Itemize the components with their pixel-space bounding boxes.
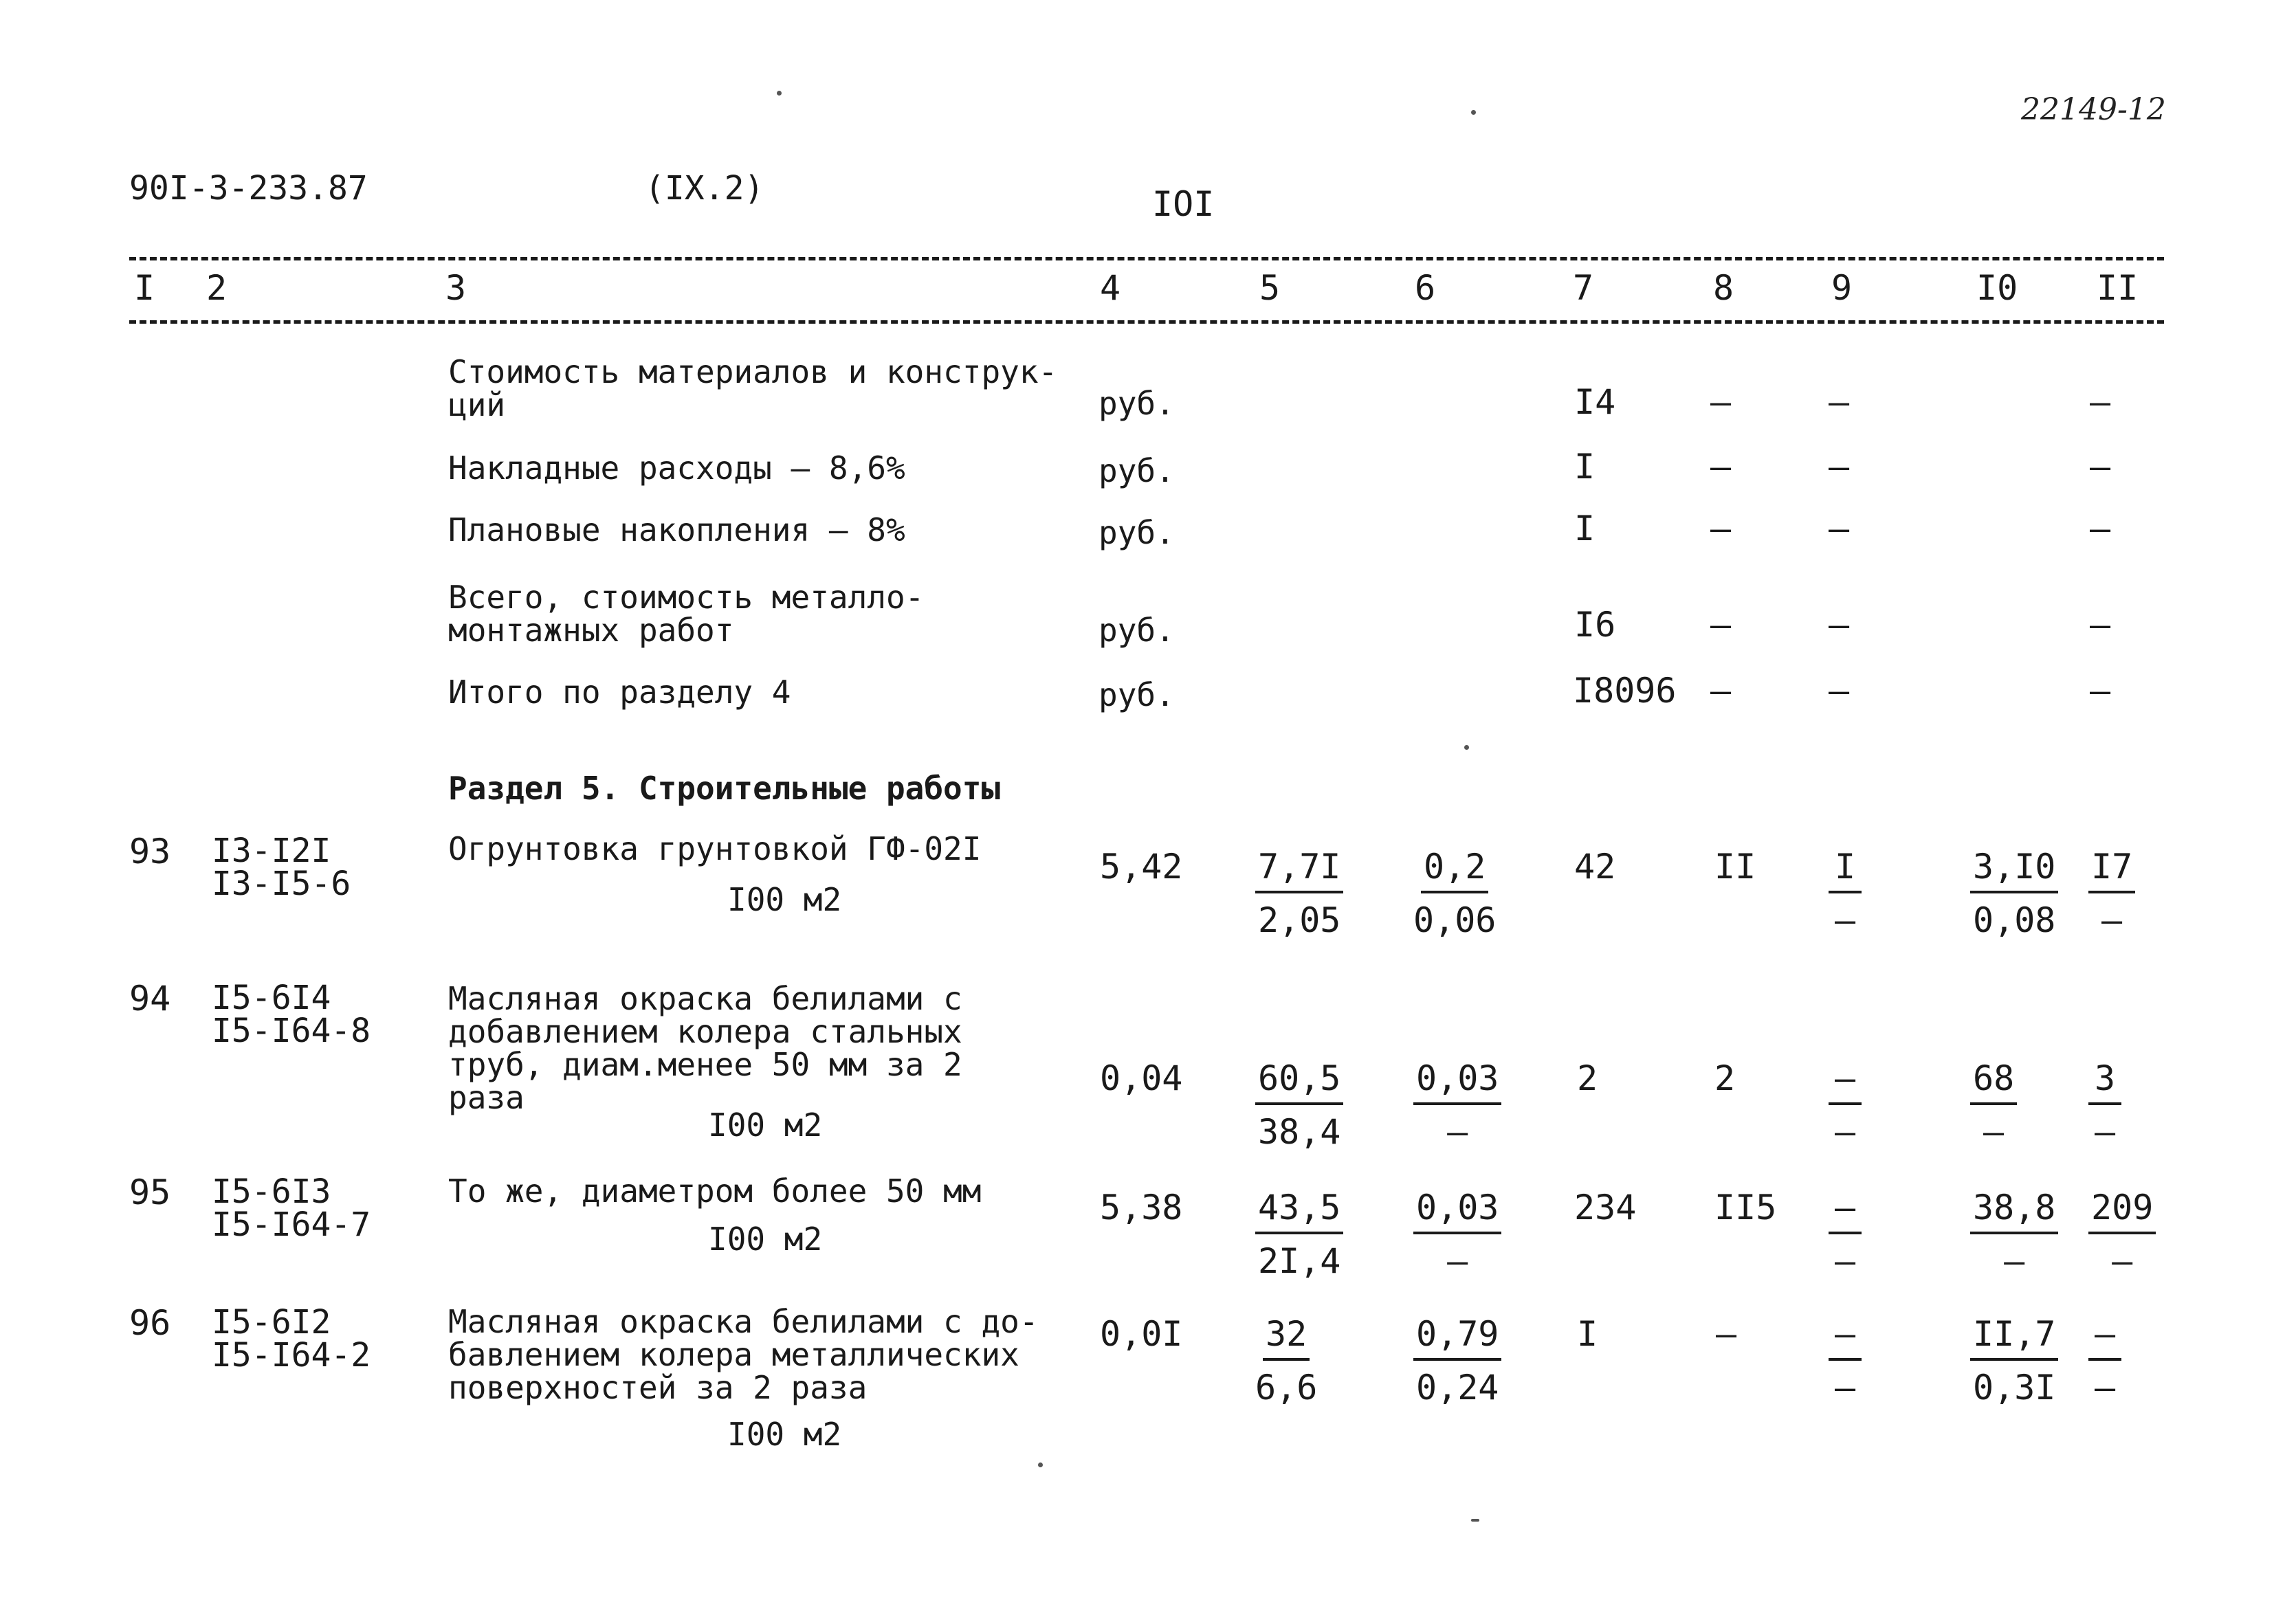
- fraction-numerator: 0,03: [1413, 1061, 1501, 1105]
- row-description: бавлением колера металлических: [448, 1336, 1019, 1373]
- rate-code: I5-6I2: [212, 1303, 331, 1342]
- document-code: 90I-3-233.87: [129, 169, 368, 208]
- fraction-denominator: –: [1983, 1112, 2005, 1152]
- column-header: I: [134, 268, 155, 308]
- fraction-numerator: –: [2088, 1317, 2121, 1361]
- fraction-denominator: –: [2101, 900, 2123, 940]
- row-value-col7: I: [1574, 447, 1596, 487]
- row-value-col11: –: [2090, 382, 2111, 422]
- row-value-col4: 0,0I: [1100, 1314, 1183, 1354]
- row-number: 93: [129, 832, 171, 871]
- fraction-denominator: 2I,4: [1258, 1241, 1341, 1281]
- column-header: 9: [1831, 268, 1853, 308]
- fraction-denominator: –: [2004, 1241, 2025, 1281]
- fraction-numerator: 3: [2088, 1061, 2121, 1105]
- fraction-numerator: –: [1829, 1317, 1862, 1361]
- column-header: II: [2097, 268, 2139, 308]
- fraction-numerator: II,7: [1970, 1317, 2058, 1361]
- rate-code: I5-I64-2: [212, 1336, 371, 1375]
- row-value-col8: II: [1714, 847, 1756, 887]
- rate-code: I5-6I3: [212, 1172, 331, 1211]
- row-description: Итого по разделу 4: [448, 674, 791, 711]
- fraction-col11: [2088, 1058, 2121, 1152]
- row-description: Огрунтовка грунтовкой ГФ-02I: [448, 830, 982, 867]
- row-value-col9: –: [1829, 447, 1850, 487]
- fraction-denominator: –: [1834, 900, 1856, 940]
- fraction-numerator: –: [1829, 1061, 1862, 1105]
- row-value-col4: 5,42: [1100, 847, 1183, 887]
- fraction-denominator: –: [1834, 1368, 1856, 1408]
- row-value-col11: –: [2090, 671, 2111, 711]
- row-value-col8: –: [1710, 671, 1732, 711]
- row-value-col8: –: [1710, 509, 1732, 548]
- row-description: Плановые накопления – 8%: [448, 511, 905, 548]
- fraction-col11: [2088, 1314, 2121, 1408]
- row-value-col7: I6: [1574, 605, 1616, 645]
- row-description: труб, диам.менее 50 мм за 2: [448, 1046, 962, 1083]
- row-unit: руб.: [1099, 676, 1175, 713]
- fraction-col6: [1413, 1314, 1501, 1408]
- fraction-col10: [1970, 1314, 2058, 1408]
- column-header: 3: [445, 268, 467, 308]
- scan-speck: [1471, 110, 1476, 115]
- row-description: То же, диаметром более 50 мм: [448, 1172, 982, 1210]
- fraction-denominator: 0,08: [1973, 900, 2056, 940]
- column-header: 4: [1100, 268, 1121, 308]
- row-number: 94: [129, 979, 171, 1019]
- rate-code: I3-I2I: [212, 832, 331, 870]
- row-description: Накладные расходы – 8,6%: [448, 449, 905, 487]
- scan-speck: [1464, 745, 1469, 750]
- fraction-denominator: –: [1834, 1112, 1856, 1152]
- column-header: 2: [206, 268, 228, 308]
- row-value-col9: –: [1829, 605, 1850, 645]
- row-description: монтажных работ: [448, 612, 734, 649]
- row-value-col8: II5: [1714, 1188, 1777, 1227]
- handwritten-code: 22149-12: [2021, 92, 2166, 127]
- fraction-col10: [1970, 1188, 2058, 1281]
- row-value-col11: –: [2090, 605, 2111, 645]
- row-unit: I00 м2: [708, 1221, 823, 1258]
- header-rule-top: [129, 257, 2164, 260]
- fraction-numerator: 7,7I: [1255, 849, 1343, 893]
- row-description: добавлением колера стальных: [448, 1013, 962, 1050]
- row-value-col8: –: [1716, 1314, 1737, 1354]
- fraction-col11: [2088, 847, 2135, 940]
- fraction-numerator: 68: [1970, 1061, 2017, 1105]
- row-value-col7: 234: [1574, 1188, 1637, 1227]
- row-value-col11: –: [2090, 447, 2111, 487]
- row-description: Стоимость материалов и конструк-: [448, 353, 1058, 390]
- row-value-col8: –: [1710, 605, 1732, 645]
- row-number: 96: [129, 1303, 171, 1343]
- fraction-numerator: 3,I0: [1970, 849, 2058, 893]
- fraction-col6: [1413, 1188, 1501, 1281]
- scan-speck: [1471, 1519, 1479, 1522]
- row-description: Масляная окраска белилами с до-: [448, 1303, 1039, 1340]
- row-description: поверхностей за 2 раза: [448, 1369, 868, 1406]
- fraction-numerator: 60,5: [1255, 1061, 1343, 1105]
- row-description: Масляная окраска белилами с: [448, 980, 962, 1017]
- row-value-col9: –: [1829, 671, 1850, 711]
- row-unit: руб.: [1099, 514, 1175, 551]
- fraction-col9: [1829, 1188, 1862, 1281]
- fraction-col9: [1829, 847, 1862, 940]
- fraction-col5: [1255, 1188, 1343, 1281]
- row-unit: руб.: [1099, 385, 1175, 422]
- row-value-col7: I4: [1574, 382, 1616, 422]
- rate-code: I5-6I4: [212, 979, 331, 1017]
- row-value-col7: 2: [1577, 1058, 1598, 1098]
- section-reference: (IX.2): [645, 169, 764, 208]
- row-value-col7: I8096: [1573, 671, 1677, 711]
- scan-speck: [1038, 1462, 1043, 1467]
- column-header: 8: [1713, 268, 1734, 308]
- row-number: 95: [129, 1172, 171, 1212]
- fraction-denominator: –: [2094, 1368, 2116, 1408]
- fraction-denominator: 6,6: [1255, 1368, 1318, 1408]
- row-unit: I00 м2: [727, 1416, 842, 1453]
- fraction-denominator: 0,3I: [1973, 1368, 2056, 1408]
- header-rule-bottom: [129, 320, 2164, 324]
- column-header: 7: [1573, 268, 1594, 308]
- row-value-col7: 42: [1574, 847, 1616, 887]
- fraction-denominator: 0,24: [1416, 1368, 1499, 1408]
- row-value-col9: –: [1829, 382, 1850, 422]
- row-value-col9: –: [1829, 509, 1850, 548]
- fraction-col5: [1255, 1314, 1318, 1408]
- page-number: IOI: [1152, 184, 1215, 224]
- row-value-col8: 2: [1714, 1058, 1736, 1098]
- fraction-col9: [1829, 1314, 1862, 1408]
- row-description: раза: [448, 1079, 525, 1116]
- fraction-col10: [1970, 1058, 2017, 1152]
- fraction-denominator: –: [1834, 1241, 1856, 1281]
- column-header: I0: [1976, 268, 2018, 308]
- fraction-numerator: 0,79: [1413, 1317, 1501, 1361]
- fraction-denominator: –: [2112, 1241, 2133, 1281]
- fraction-numerator: 0,03: [1413, 1190, 1501, 1234]
- fraction-col5: [1255, 847, 1343, 940]
- row-value-col4: 5,38: [1100, 1188, 1183, 1227]
- rate-code: I3-I5-6: [212, 865, 351, 903]
- fraction-numerator: 32: [1263, 1317, 1310, 1361]
- row-value-col8: –: [1710, 447, 1732, 487]
- fraction-numerator: 38,8: [1970, 1190, 2058, 1234]
- scan-speck: [777, 91, 782, 96]
- row-unit: руб.: [1099, 612, 1175, 649]
- row-value-col11: –: [2090, 509, 2111, 548]
- row-description: ций: [448, 386, 506, 423]
- fraction-numerator: I: [1829, 849, 1862, 893]
- column-header: 6: [1415, 268, 1436, 308]
- section-title: Раздел 5. Строительные работы: [448, 770, 1001, 807]
- fraction-denominator: –: [1447, 1241, 1468, 1281]
- fraction-denominator: –: [2094, 1112, 2116, 1152]
- fraction-denominator: 2,05: [1258, 900, 1341, 940]
- fraction-numerator: 209: [2088, 1190, 2156, 1234]
- row-unit: руб.: [1099, 452, 1175, 489]
- fraction-col11: [2088, 1188, 2156, 1281]
- fraction-col10: [1970, 847, 2058, 940]
- fraction-numerator: I7: [2088, 849, 2135, 893]
- fraction-numerator: 43,5: [1255, 1190, 1343, 1234]
- row-value-col8: –: [1710, 382, 1732, 422]
- fraction-col5: [1255, 1058, 1343, 1152]
- row-description: Всего, стоимость металло-: [448, 579, 925, 616]
- fraction-numerator: 0,2: [1421, 849, 1488, 893]
- fraction-denominator: 38,4: [1258, 1112, 1341, 1152]
- fraction-col6: [1413, 847, 1497, 940]
- fraction-numerator: –: [1829, 1190, 1862, 1234]
- rate-code: I5-I64-8: [212, 1012, 371, 1050]
- fraction-col6: [1413, 1058, 1501, 1152]
- fraction-col9: [1829, 1058, 1862, 1152]
- row-unit: I00 м2: [727, 881, 842, 918]
- fraction-denominator: –: [1447, 1112, 1468, 1152]
- row-value-col7: I: [1577, 1314, 1598, 1354]
- row-value-col4: 0,04: [1100, 1058, 1183, 1098]
- rate-code: I5-I64-7: [212, 1205, 371, 1244]
- row-unit: I00 м2: [708, 1106, 823, 1144]
- column-header: 5: [1259, 268, 1281, 308]
- row-value-col7: I: [1574, 509, 1596, 548]
- fraction-denominator: 0,06: [1413, 900, 1497, 940]
